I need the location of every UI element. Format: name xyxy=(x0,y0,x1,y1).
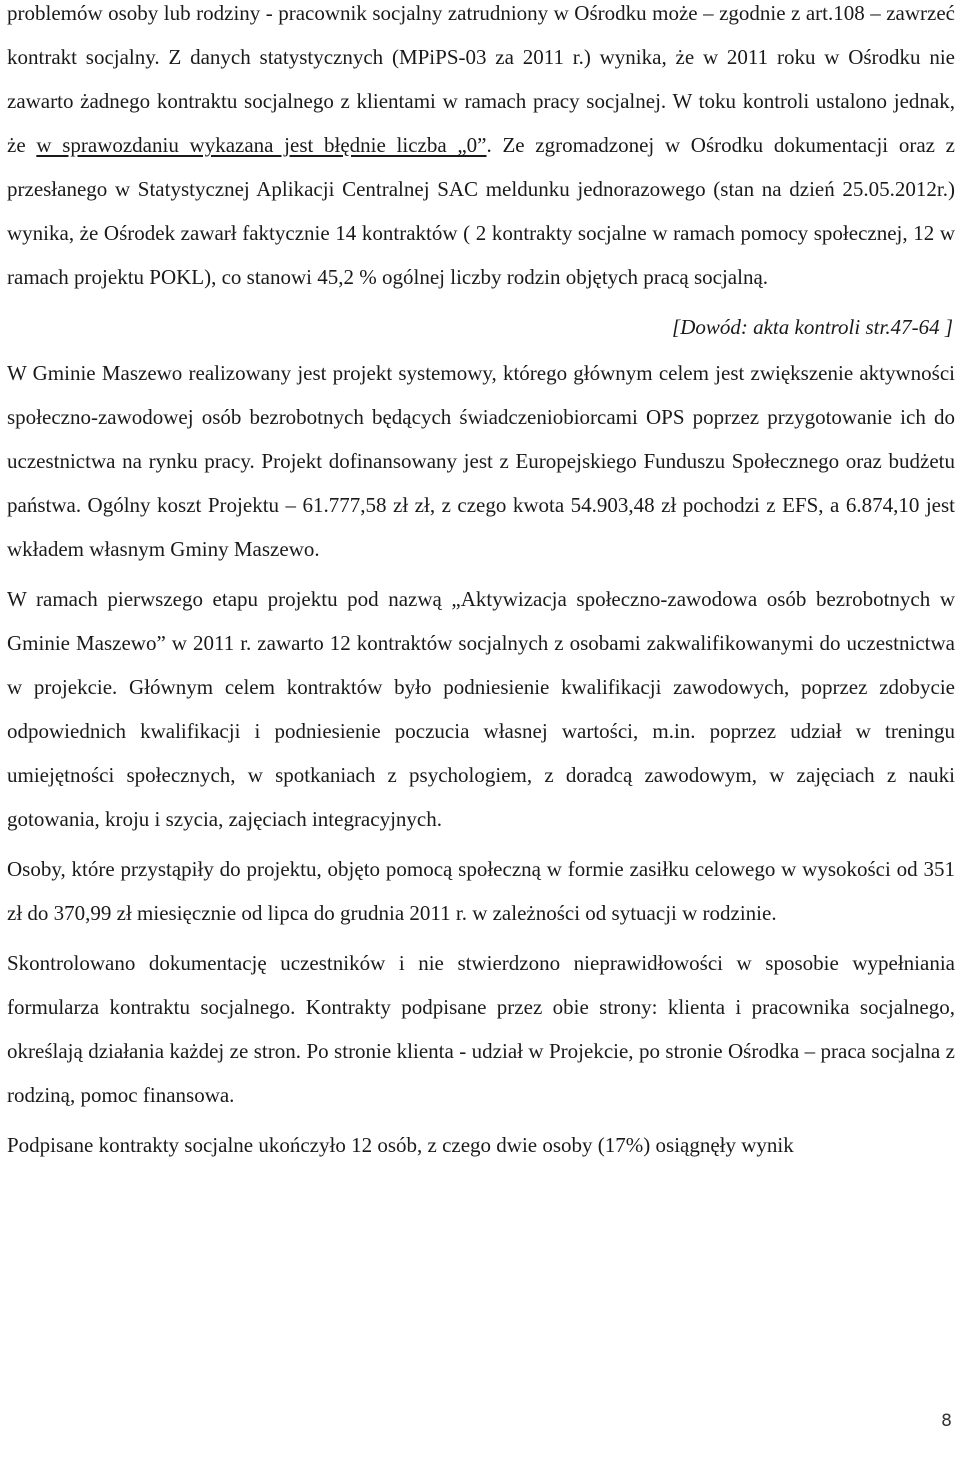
paragraph-text: problemów osoby lub rodziny - pracownik socjalny zatrudniony w Ośrodku może – zgodnie z art.108 – zawrzeć kontrakt socjalny. Z danych statystycznych (MPiPS-03 za 2011 r.) wynika, że w 2011 roku w Ośrodku nie zawarto żadnego kontraktu socjalnego z klientami w ramach pracy socjalnej. W toku kontroli ustalono jednak, że xyxy=(7,1,955,157)
paragraph-dokumentacja: Skontrolowano dokumentację uczestników i nie stwierdzono nieprawidłowości w sposobie wypełniania formularza kontraktu socjalnego. Kontrakty podpisane przez obie strony: klienta i pracownika socjalnego, określają działania każdej ze stron. Po stronie klienta - udział w Projekcie, po stronie Ośrodka – praca socjalna z rodziną, pomoc finansowa. xyxy=(7,951,955,1107)
paragraph-wyniki: Podpisane kontrakty socjalne ukończyło 12 osób, z czego dwie osoby (17%) osiągnęły wynik xyxy=(7,1133,794,1157)
evidence-reference: [Dowód: akta kontroli str.47-64 ] xyxy=(672,315,953,339)
paragraph-pierwszy-etap: W ramach pierwszego etapu projektu pod nazwą „Aktywizacja społeczno-zawodowa osób bezrobotnych w Gminie Maszewo” w 2011 r. zawarto 12 kontraktów socjalnych z osobami zakwalifikowanymi do uczestnictwa w projekcie. Głównym celem kontraktów było podniesienie kwalifikacji zawodowych, poprzez zdobycie odpowiednich kwalifikacji i podniesienie poczucia własnej wartości, m.in. poprzez udział w treningu umiejętności społecznych, w spotkaniach z psychologiem, z doradcą zawodowym, w zajęciach z nauki gotowania, kroju i szycia, zajęciach integracyjnych. xyxy=(7,587,955,831)
paragraph-projekt-systemowy: W Gminie Maszewo realizowany jest projekt systemowy, którego głównym celem jest zwiększenie aktywności społeczno-zawodowej osób bezrobotnych będących świadczeniobiorcami OPS poprzez przygotowanie ich do uczestnictwa na rynku pracy. Projekt dofinansowany jest z Europejskiego Funduszu Społecznego oraz budżetu państwa. Ogólny koszt Projektu – 61.777,58 zł zł, z czego kwota 54.903,48 zł pochodzi z EFS, a 6.874,10 jest wkładem własnym Gminy Maszewo. xyxy=(7,361,955,561)
document-page xyxy=(7,0,955,1167)
paragraph-zasilek-celowy: Osoby, które przystąpiły do projektu, objęto pomocą społeczną w formie zasiłku celowego w wysokości od 351 zł do 370,99 zł miesięcznie od lipca do grudnia 2011 r. w zależności od sytuacji w rodzinie. xyxy=(7,857,955,925)
paragraph-text: . Ze zgromadzonej w Ośrodku dokumentacji oraz z przesłanego w Statystycznej Aplikacji Centralnej SAC meldunku jednorazowego (stan na dzień 25.05.2012r.) wynika, że Ośrodek zawarł faktycznie 14 kontraktów ( 2 kontrakty socjalne w ramach pomocy społecznej, 12 w ramach projektu POKL), co stanowi 45,2 % ogólnej liczby rodzin objętych pracą socjalną. xyxy=(7,133,955,289)
page-number: 8 xyxy=(941,1411,952,1431)
underlined-finding: w sprawozdaniu wykazana jest błędnie liczba „0” xyxy=(36,133,487,157)
paragraph-kontrakty-statystyka xyxy=(7,0,955,299)
